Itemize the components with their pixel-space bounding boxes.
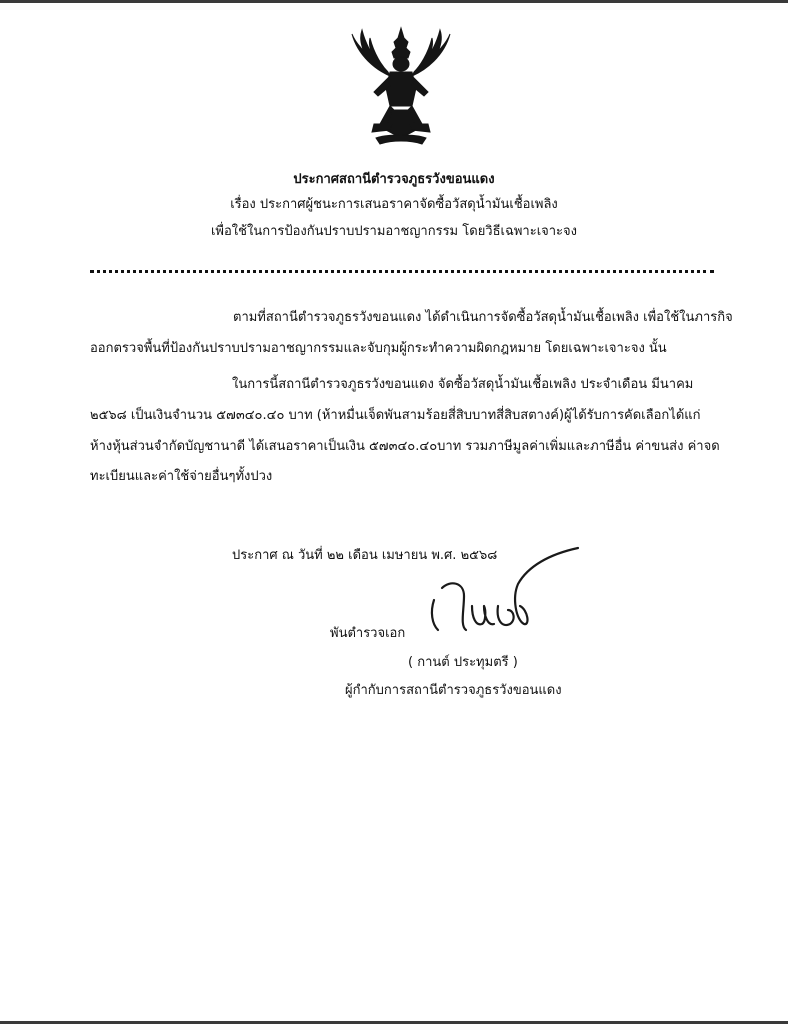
body-line-3: ในการนี้สถานีตำรวจภูธรวังขอนแดง จัดซื้อวัสดุน้ำมันเชื้อเพลิง ประจำเดือน มีนาคม bbox=[232, 377, 694, 392]
document-subject-line-1: เรื่อง ประกาศผู้ชนะการเสนอราคาจัดซื้อวัสดุน้ำมันเชื้อเพลิง bbox=[230, 197, 558, 212]
body-line-5: ห้างหุ้นส่วนจำกัดบัญชานาดี ได้เสนอราคาเป็นเงิน ๕๗๓๔๐.๔๐บาท รวมภาษีมูลค่าเพิ่มและภาษีอื่น ค่าขนส่ง ค่าจด bbox=[90, 439, 720, 454]
announcement-date: ประกาศ ณ วันที่ ๒๒ เดือน เมษายน พ.ศ. ๒๕๖๘ bbox=[232, 548, 498, 563]
body-line-1: ตามที่สถานีตำรวจภูธรวังขอนแดง ได้ดำเนินการจัดซื้อวัสดุน้ำมันเชื้อเพลิง เพื่อใช้ในภารกิจ bbox=[233, 310, 733, 325]
body-line-2: ออกตรวจพื้นที่ป้องกันปราบปรามอาชญากรรมและจับกุมผู้กระทำความผิดกฎหมาย โดยเฉพาะเจาะจง นั้น bbox=[90, 341, 667, 356]
garuda-emblem-icon bbox=[346, 26, 456, 150]
signer-name: ( กานต์ ประทุมตรี ) bbox=[408, 655, 518, 670]
document-subject-line-2: เพื่อใช้ในการป้องกันปราบปรามอาชญากรรม โดยวิธีเฉพาะเจาะจง bbox=[210, 224, 577, 239]
signer-rank: พันตำรวจเอก bbox=[330, 626, 406, 641]
body-line-4: ๒๕๖๘ เป็นเงินจำนวน ๕๗๓๔๐.๔๐ บาท (ห้าหมื่นเจ็ดพันสามร้อยสี่สิบบาทสี่สิบสตางค์)ผู้ได้รับการคัดเลือกได้แก่ bbox=[90, 408, 701, 423]
document-title: ประกาศสถานีตำรวจภูธรวังขอนแดง bbox=[293, 172, 495, 187]
dotted-divider bbox=[90, 270, 714, 273]
body-line-6: ทะเบียนและค่าใช้จ่ายอื่นๆทั้งปวง bbox=[90, 469, 273, 484]
page-top-border bbox=[0, 0, 788, 3]
handwritten-signature bbox=[420, 540, 590, 650]
signer-position: ผู้กำกับการสถานีตำรวจภูธรวังขอนแดง bbox=[345, 683, 562, 698]
